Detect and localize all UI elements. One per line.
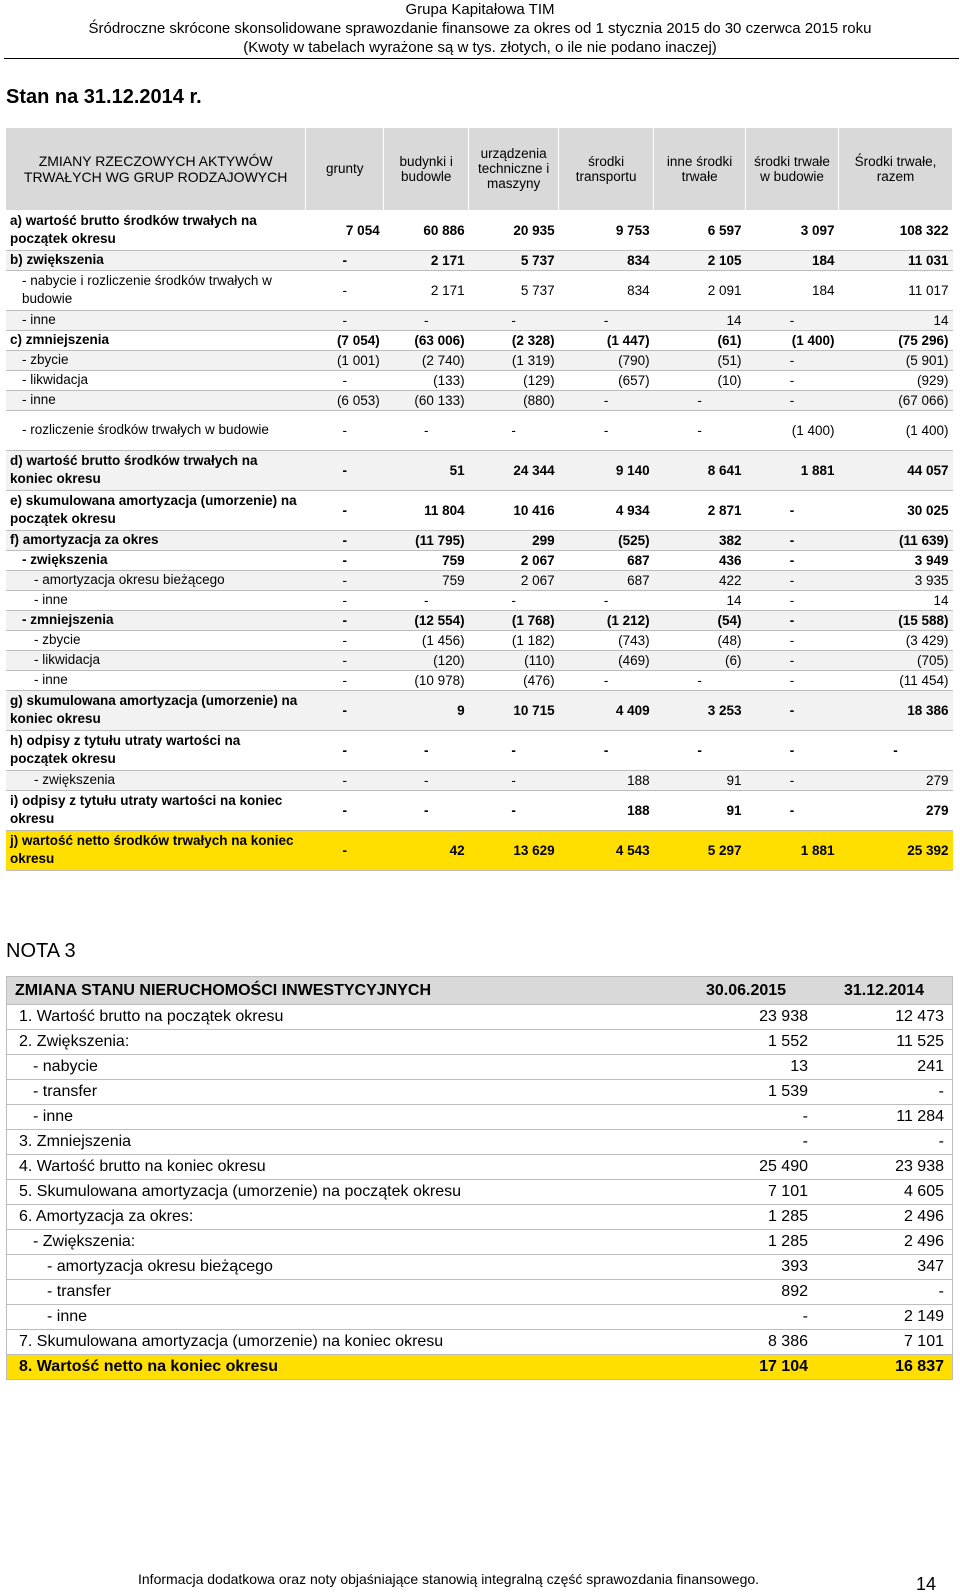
table-cell: (51) — [654, 350, 746, 370]
column-header: urządzenia techniczne i maszyny — [469, 128, 559, 210]
footer-note: Informacja dodatkowa oraz noty objaśniające stanowią integralną część sprawozdania finansowego. — [138, 1571, 760, 1587]
table-cell: 4 934 — [559, 490, 654, 530]
row-label: d) wartość brutto środków trwałych na koniec okresu — [6, 450, 306, 490]
table-cell: (54) — [654, 610, 746, 630]
table-cell: 14 — [654, 590, 746, 610]
table-cell: 2 496 — [816, 1205, 953, 1230]
table-row — [7, 1155, 953, 1180]
table-cell: (1 400) — [839, 410, 953, 450]
table-row — [6, 690, 953, 730]
row-label: h) odpisy z tytułu utraty wartości na początek okresu — [6, 730, 306, 770]
table-cell: 11 284 — [816, 1105, 953, 1130]
table-cell: 10 715 — [469, 690, 559, 730]
table-cell: - — [306, 250, 384, 270]
table-cell: - — [306, 730, 384, 770]
table-row — [6, 390, 953, 410]
table-cell: (15 588) — [839, 610, 953, 630]
table-cell: - — [469, 730, 559, 770]
row-label: - Zwiększenia: — [7, 1230, 677, 1255]
table-cell: (110) — [469, 650, 559, 670]
table-cell: (476) — [469, 670, 559, 690]
row-label: b) zwiększenia — [6, 250, 306, 270]
table-cell: - — [306, 830, 384, 870]
table-row — [7, 1030, 953, 1055]
table-cell: 23 938 — [676, 1005, 816, 1030]
table-cell: - — [746, 650, 839, 670]
table-cell: 30 025 — [839, 490, 953, 530]
table-cell: (7 054) — [306, 330, 384, 350]
table-cell: 7 101 — [676, 1180, 816, 1205]
table-cell: - — [306, 610, 384, 630]
table-cell: - — [384, 730, 469, 770]
table-cell: 2 067 — [469, 550, 559, 570]
row-label: - nabycie — [7, 1055, 677, 1080]
table-cell: 25 392 — [839, 830, 953, 870]
page-number: 14 — [916, 1574, 937, 1594]
table-cell: - — [816, 1280, 953, 1305]
table-cell: - — [306, 490, 384, 530]
table-row — [6, 610, 953, 630]
header-divider — [4, 58, 959, 59]
table-cell: - — [306, 690, 384, 730]
table-row — [6, 410, 953, 450]
table-cell: - — [746, 530, 839, 550]
table-cell: 91 — [654, 790, 746, 830]
table-cell: 2 067 — [469, 570, 559, 590]
table-cell: 5 737 — [469, 270, 559, 310]
table-row — [7, 1330, 953, 1355]
table-cell: - — [306, 630, 384, 650]
table-cell: (10) — [654, 370, 746, 390]
table-row — [7, 1005, 953, 1030]
table-cell: - — [746, 790, 839, 830]
table-cell: - — [469, 790, 559, 830]
table-cell: - — [746, 590, 839, 610]
table-cell: 60 886 — [384, 210, 469, 250]
table-cell: - — [746, 490, 839, 530]
table-cell: (1 456) — [384, 630, 469, 650]
table-cell: - — [676, 1105, 816, 1130]
row-label: - transfer — [7, 1080, 677, 1105]
table-cell: - — [746, 370, 839, 390]
table-cell: (2 740) — [384, 350, 469, 370]
row-label: - zbycie — [6, 350, 306, 370]
row-label: - inne — [6, 310, 306, 330]
row-label: 1. Wartość brutto na początek okresu — [7, 1005, 677, 1030]
table-row — [6, 530, 953, 550]
table-cell: (790) — [559, 350, 654, 370]
table-cell: - — [746, 310, 839, 330]
table-cell: - — [654, 670, 746, 690]
table-row — [6, 310, 953, 330]
table-cell: 18 386 — [839, 690, 953, 730]
row-label: 6. Amortyzacja za okres: — [7, 1205, 677, 1230]
row-label: j) wartość netto środków trwałych na koniec okresu — [6, 830, 306, 870]
table-cell: - — [746, 390, 839, 410]
table-cell: - — [306, 650, 384, 670]
table-cell: - — [306, 410, 384, 450]
table-row — [6, 630, 953, 650]
table-cell: (743) — [559, 630, 654, 650]
nota-heading: NOTA 3 — [6, 940, 76, 962]
table-cell: (525) — [559, 530, 654, 550]
table-cell: 3 253 — [654, 690, 746, 730]
table-cell: (705) — [839, 650, 953, 670]
table-row — [7, 1280, 953, 1305]
row-label: - transfer — [7, 1280, 677, 1305]
row-label: 8. Wartość netto na koniec okresu — [7, 1355, 677, 1380]
table-row — [6, 490, 953, 530]
table-cell: (469) — [559, 650, 654, 670]
table-cell: - — [559, 590, 654, 610]
row-label: - likwidacja — [6, 370, 306, 390]
table-cell: 4 605 — [816, 1180, 953, 1205]
table-cell: - — [746, 670, 839, 690]
table-cell: - — [559, 730, 654, 770]
table-cell: 2 171 — [384, 250, 469, 270]
table-cell: 184 — [746, 270, 839, 310]
table-cell: (1 182) — [469, 630, 559, 650]
table-cell: - — [654, 390, 746, 410]
table-cell: - — [306, 570, 384, 590]
fixed-assets-header-label: ZMIANY RZECZOWYCH AKTYWÓW TRWAŁYCH WG GRUP RODZAJOWYCH — [6, 128, 306, 210]
column-header: budynki i budowle — [384, 128, 469, 210]
table-cell: 759 — [384, 570, 469, 590]
table-cell: - — [306, 370, 384, 390]
row-label: - inne — [7, 1105, 677, 1130]
table-cell: 299 — [469, 530, 559, 550]
row-label: - rozliczenie środków trwałych w budowie — [6, 410, 306, 450]
table-cell: 42 — [384, 830, 469, 870]
table-cell: 5 297 — [654, 830, 746, 870]
table-row — [6, 350, 953, 370]
investment-property-header-row — [7, 977, 953, 1005]
row-label: i) odpisy z tytułu utraty wartości na koniec okresu — [6, 790, 306, 830]
column-header: Środki trwałe, razem — [839, 128, 953, 210]
table-cell: 2 871 — [654, 490, 746, 530]
row-label: 4. Wartość brutto na koniec okresu — [7, 1155, 677, 1180]
table-cell: 279 — [839, 790, 953, 830]
row-label: a) wartość brutto środków trwałych na początek okresu — [6, 210, 306, 250]
table-cell: (61) — [654, 330, 746, 350]
table-cell: 1 285 — [676, 1205, 816, 1230]
table-cell: 13 629 — [469, 830, 559, 870]
units-note: (Kwoty w tabelach wyrażone są w tys. złotych, o ile nie podano inaczej) — [243, 39, 717, 56]
row-label: - inne — [6, 590, 306, 610]
table-cell: 10 416 — [469, 490, 559, 530]
table-cell: (10 978) — [384, 670, 469, 690]
table-cell: (3 429) — [839, 630, 953, 650]
table-cell: 24 344 — [469, 450, 559, 490]
column-header: grunty — [306, 128, 384, 210]
table-cell: 11 017 — [839, 270, 953, 310]
table-cell: - — [306, 590, 384, 610]
table-cell: - — [746, 350, 839, 370]
table-cell: - — [746, 630, 839, 650]
table-cell: 7 054 — [306, 210, 384, 250]
row-label: 3. Zmniejszenia — [7, 1130, 677, 1155]
table-cell: 382 — [654, 530, 746, 550]
table-row — [6, 450, 953, 490]
row-label: - zwiększenia — [6, 770, 306, 790]
table-cell: - — [839, 730, 953, 770]
table-cell: 91 — [654, 770, 746, 790]
investment-property-table — [6, 976, 953, 1380]
table-row — [6, 250, 953, 270]
table-row — [7, 1130, 953, 1155]
table-row — [6, 330, 953, 350]
table-cell: - — [654, 730, 746, 770]
row-label: g) skumulowana amortyzacja (umorzenie) na koniec okresu — [6, 690, 306, 730]
table-row — [7, 1255, 953, 1280]
table-cell: 188 — [559, 790, 654, 830]
table-cell: 4 409 — [559, 690, 654, 730]
table-cell: - — [306, 550, 384, 570]
table-cell: 834 — [559, 270, 654, 310]
column-header: 31.12.2014 — [816, 977, 953, 1005]
table-cell: - — [816, 1080, 953, 1105]
row-label: - zbycie — [6, 630, 306, 650]
table-cell: - — [384, 770, 469, 790]
row-label: - amortyzacja okresu bieżącego — [6, 570, 306, 590]
table-cell: 1 552 — [676, 1030, 816, 1055]
table-cell: - — [654, 410, 746, 450]
table-cell: (6) — [654, 650, 746, 670]
table-cell: 44 057 — [839, 450, 953, 490]
row-label: 2. Zwiększenia: — [7, 1030, 677, 1055]
table-cell: - — [816, 1130, 953, 1155]
table-cell: 17 104 — [676, 1355, 816, 1380]
table-cell: (75 296) — [839, 330, 953, 350]
table-cell: 279 — [839, 770, 953, 790]
row-label: - amortyzacja okresu bieżącego — [7, 1255, 677, 1280]
table-cell: (67 066) — [839, 390, 953, 410]
table-cell: 25 490 — [676, 1155, 816, 1180]
table-cell: 2 149 — [816, 1305, 953, 1330]
table-cell: (48) — [654, 630, 746, 650]
table-cell: (63 006) — [384, 330, 469, 350]
table-cell: - — [676, 1305, 816, 1330]
table-cell: 9 — [384, 690, 469, 730]
table-cell: 16 837 — [816, 1355, 953, 1380]
table-cell: (880) — [469, 390, 559, 410]
table-cell: (1 768) — [469, 610, 559, 630]
table-cell: 108 322 — [839, 210, 953, 250]
table-cell: 9 140 — [559, 450, 654, 490]
table-cell: - — [746, 690, 839, 730]
table-cell: (2 328) — [469, 330, 559, 350]
column-header: inne środki trwałe — [654, 128, 746, 210]
table-cell: 184 — [746, 250, 839, 270]
table-cell: - — [469, 590, 559, 610]
table-cell: 14 — [839, 590, 953, 610]
fixed-assets-table — [6, 128, 953, 871]
table-cell: 11 525 — [816, 1030, 953, 1055]
row-label: - inne — [7, 1305, 677, 1330]
table-row — [6, 670, 953, 690]
table-row — [7, 1105, 953, 1130]
table-row — [6, 790, 953, 830]
column-header: 30.06.2015 — [676, 977, 816, 1005]
table-cell: - — [676, 1130, 816, 1155]
table-cell: 11 031 — [839, 250, 953, 270]
table-cell: - — [306, 770, 384, 790]
table-cell: 1 881 — [746, 830, 839, 870]
table-cell: - — [306, 310, 384, 330]
table-cell: - — [306, 670, 384, 690]
table-cell: 1 285 — [676, 1230, 816, 1255]
table-cell: - — [384, 310, 469, 330]
table-cell: 188 — [559, 770, 654, 790]
table-cell: 51 — [384, 450, 469, 490]
table-cell: - — [469, 410, 559, 450]
table-cell: - — [306, 790, 384, 830]
table-cell: (1 400) — [746, 330, 839, 350]
table-cell: (929) — [839, 370, 953, 390]
table-cell: 393 — [676, 1255, 816, 1280]
table-cell: (11 639) — [839, 530, 953, 550]
row-label: f) amortyzacja za okres — [6, 530, 306, 550]
table-cell: (5 901) — [839, 350, 953, 370]
table-cell: (12 554) — [384, 610, 469, 630]
row-label: 5. Skumulowana amortyzacja (umorzenie) na początek okresu — [7, 1180, 677, 1205]
table-cell: 3 935 — [839, 570, 953, 590]
row-label: - nabycie i rozliczenie środków trwałych w budowie — [6, 270, 306, 310]
row-label: - zmniejszenia — [6, 610, 306, 630]
row-label: - inne — [6, 670, 306, 690]
table-row — [6, 370, 953, 390]
table-cell: 241 — [816, 1055, 953, 1080]
table-cell: - — [559, 310, 654, 330]
table-cell: 2 105 — [654, 250, 746, 270]
table-cell: - — [384, 410, 469, 450]
row-label: - inne — [6, 390, 306, 410]
table-cell: 3 949 — [839, 550, 953, 570]
column-header: środki trwałe w budowie — [746, 128, 839, 210]
column-header: środki transportu — [559, 128, 654, 210]
table-cell: - — [559, 670, 654, 690]
table-row — [7, 1080, 953, 1105]
table-cell: 436 — [654, 550, 746, 570]
table-row — [6, 730, 953, 770]
table-cell: 4 543 — [559, 830, 654, 870]
table-cell: 422 — [654, 570, 746, 590]
table-cell: 6 597 — [654, 210, 746, 250]
table-cell: (60 133) — [384, 390, 469, 410]
table-row — [6, 270, 953, 310]
table-cell: - — [746, 770, 839, 790]
table-cell: (6 053) — [306, 390, 384, 410]
table-cell: 5 737 — [469, 250, 559, 270]
table-cell: 23 938 — [816, 1155, 953, 1180]
table-cell: (11 454) — [839, 670, 953, 690]
table-cell: - — [746, 730, 839, 770]
table-cell: 759 — [384, 550, 469, 570]
table-cell: 347 — [816, 1255, 953, 1280]
table-cell: (11 795) — [384, 530, 469, 550]
table-cell: 14 — [654, 310, 746, 330]
investment-property-title: ZMIANA STANU NIERUCHOMOŚCI INWESTYCYJNYCH — [7, 977, 677, 1005]
table-cell: 1 539 — [676, 1080, 816, 1105]
row-label: c) zmniejszenia — [6, 330, 306, 350]
table-cell: - — [559, 410, 654, 450]
table-cell: 3 097 — [746, 210, 839, 250]
table-cell: 14 — [839, 310, 953, 330]
table-cell: 11 804 — [384, 490, 469, 530]
table-cell: 2 171 — [384, 270, 469, 310]
report-title: Śródroczne skrócone skonsolidowane sprawozdanie finansowe za okres od 1 stycznia 2015 do 30 czerwca 2015 roku — [88, 20, 872, 37]
row-label: - zwiększenia — [6, 550, 306, 570]
table-cell: 12 473 — [816, 1005, 953, 1030]
table-cell: (1 212) — [559, 610, 654, 630]
table-cell: - — [469, 770, 559, 790]
table-row — [6, 210, 953, 250]
row-label: 7. Skumulowana amortyzacja (umorzenie) na koniec okresu — [7, 1330, 677, 1355]
table-cell: 687 — [559, 550, 654, 570]
table-cell: - — [746, 610, 839, 630]
table-cell: 7 101 — [816, 1330, 953, 1355]
table-row — [7, 1230, 953, 1255]
table-cell: 834 — [559, 250, 654, 270]
row-label: e) skumulowana amortyzacja (umorzenie) na początek okresu — [6, 490, 306, 530]
table-cell: - — [746, 570, 839, 590]
table-cell: - — [306, 530, 384, 550]
table-cell: - — [469, 310, 559, 330]
row-label: - likwidacja — [6, 650, 306, 670]
table-cell: 2 091 — [654, 270, 746, 310]
table-cell: - — [559, 390, 654, 410]
table-cell: (657) — [559, 370, 654, 390]
table-row — [6, 550, 953, 570]
table-row — [6, 570, 953, 590]
table-cell: (120) — [384, 650, 469, 670]
table-row — [7, 1205, 953, 1230]
table-cell: - — [746, 550, 839, 570]
table-cell: 8 386 — [676, 1330, 816, 1355]
table-row — [6, 650, 953, 670]
table-cell: (1 400) — [746, 410, 839, 450]
table-row — [7, 1180, 953, 1205]
table-cell: 892 — [676, 1280, 816, 1305]
fixed-assets-header-row — [6, 128, 953, 210]
table-cell: - — [306, 450, 384, 490]
table-cell: (1 447) — [559, 330, 654, 350]
table-cell: (1 319) — [469, 350, 559, 370]
table-row — [6, 590, 953, 610]
table-cell: (129) — [469, 370, 559, 390]
table-cell: - — [306, 270, 384, 310]
table-row — [6, 830, 953, 870]
table-row — [6, 770, 953, 790]
table-cell: 2 496 — [816, 1230, 953, 1255]
table-cell: (1 001) — [306, 350, 384, 370]
balance-date-title: Stan na 31.12.2014 r. — [6, 86, 202, 108]
table-cell: - — [384, 590, 469, 610]
table-cell: - — [384, 790, 469, 830]
table-cell: 1 881 — [746, 450, 839, 490]
table-cell: 9 753 — [559, 210, 654, 250]
company-name: Grupa Kapitałowa TIM — [405, 1, 555, 18]
table-cell: (133) — [384, 370, 469, 390]
table-row — [7, 1055, 953, 1080]
table-row — [7, 1355, 953, 1380]
table-cell: 8 641 — [654, 450, 746, 490]
table-cell: 20 935 — [469, 210, 559, 250]
table-row — [7, 1305, 953, 1330]
table-cell: 13 — [676, 1055, 816, 1080]
table-cell: 687 — [559, 570, 654, 590]
